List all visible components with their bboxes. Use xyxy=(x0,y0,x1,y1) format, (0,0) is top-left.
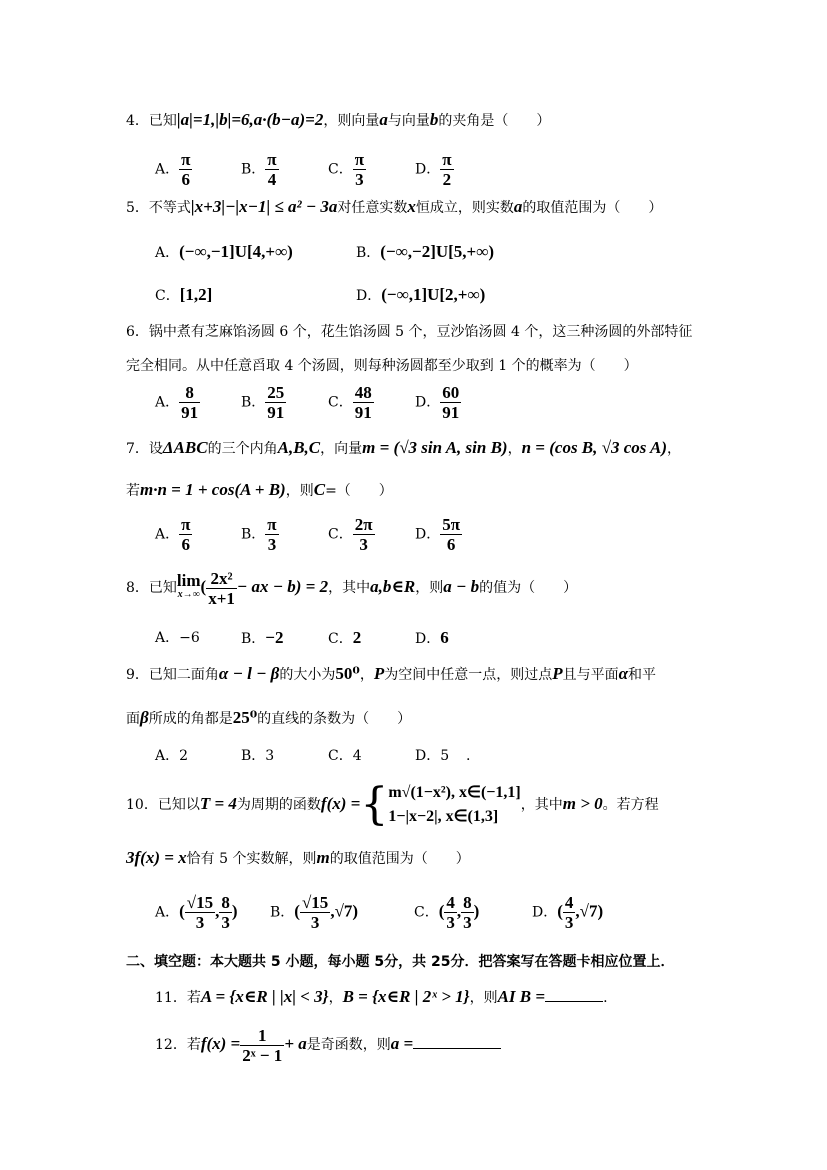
q8-stem: 8．已知 lim x→∞ ( $\frac{\text{2x²}}{x+1}$ − ax − b) = 2，其中a,b∈R，则a − b的值为（ ） xyxy=(126,568,578,608)
q5-stem: 5．不等式|x+3|−|x−1| ≤ a² − 3a对任意实数x恒成立，则实数a的取值范围为（ ） xyxy=(126,197,663,216)
q5-option-c: C．[1,2] xyxy=(155,285,213,304)
q5-expr: |x+3|−|x−1| ≤ a² − 3a xyxy=(190,197,338,216)
q11-stem: 11．若A = {x∈R | |x| < 3}，B = {x∈R | 2ˣ > 1}，则AI B = . xyxy=(155,987,608,1006)
q7-option-b: B． $\frac{\pi}{3}$ xyxy=(241,515,277,554)
q6-option-b: B． $\frac{25}{91}$ xyxy=(241,383,285,422)
q9-option-c: C．4 xyxy=(328,748,362,764)
q4-option-b: B． $\frac{\pi}{4}$ xyxy=(241,150,277,189)
q5-option-a: A．(−∞,−1]U[4,+∞) xyxy=(155,242,293,261)
q9-stem-line1: 9．已知二面角α − l − β的大小为50⁰，P为空间中任意一点，则过点P且与平面α和平 xyxy=(126,664,657,683)
q9-option-d: D．5 xyxy=(415,748,450,764)
q8-option-b: B．−2 xyxy=(241,628,284,647)
q4-stem: 4．已知|a|=1,|b|=6,a·(b−a)=2，则向量a与向量b的夹角是（ ） xyxy=(126,110,551,129)
q10-stem-line2: 3f(x) = x恰有 5 个实数解，则m的取值范围为（ ） xyxy=(126,848,470,867)
q10-option-c: C．( $\frac{4}{3}$ , $\frac{8}{3}$ ) xyxy=(414,893,480,932)
q4-expr: |a|=1,|b|=6,a·(b−a)=2 xyxy=(176,110,324,129)
q5-option-d: D．(−∞,1]U[2,+∞) xyxy=(356,285,486,304)
q6-option-c: C． $\frac{48}{91}$ xyxy=(328,383,372,422)
q6-line1: 6．锅中煮有芝麻馅汤圆 6 个，花生馅汤圆 5 个，豆沙馅汤圆 4 个，这三种汤圆的外部特征 xyxy=(126,324,693,340)
q10-option-d: D．( $\frac{4}{3}$ ,√7) xyxy=(532,893,604,932)
q7-option-d: D． $\frac{5\pi}{6}$ xyxy=(415,515,461,554)
q10-option-b: B．( $\frac{√15}{3}$ ,√7) xyxy=(270,893,359,932)
q9-stem-line2: 面β所成的角都是25⁰的直线的条数为（ ） xyxy=(126,708,412,727)
q7-option-a: A． $\frac{\pi}{6}$ xyxy=(155,515,191,554)
q11-answer-blank[interactable] xyxy=(545,987,603,1002)
q9-option-b: B．3 xyxy=(241,748,275,764)
q4-option-a: A． $\frac{\pi}{6}$ xyxy=(155,150,191,189)
q4-option-d: D． $\frac{\pi}{2}$ xyxy=(415,150,452,189)
q6-line2: 完全相同。从中任意舀取 4 个汤圆，则每种汤圆都至少取到 1 个的概率为（ ） xyxy=(126,358,638,374)
q12-stem: 12．若f(x) = $\frac{1}{\text{2ˣ − 1}}$ + a是奇函数，则a = xyxy=(155,1024,501,1065)
q6-option-d: D． $\frac{60}{91}$ xyxy=(415,383,460,422)
q10-cases: m√(1−x²), x∈(−1,1] 1−|x−2|, x∈(1,3] xyxy=(388,784,521,825)
q10-option-a: A．( $\frac{√15}{3}$ , $\frac{8}{3}$ ) xyxy=(155,893,238,932)
q8-option-c: C．2 xyxy=(328,628,362,647)
q8-option-d: D．6 xyxy=(415,628,449,647)
q12-answer-blank[interactable] xyxy=(413,1034,501,1049)
q10-stem-line1: 10．已知以T = 4为周期的函数f(x) ={ m√(1−x²), x∈(−1,1] 1−|x−2|, x∈(1,3] ，其中m > 0。若方程 xyxy=(126,779,659,830)
q7-stem-line1: 7．设ΔABC的三个内角A,B,C，向量m = (√3 sin A, sin B)，n = (cos B, √3 cos A)， xyxy=(126,438,682,457)
q9-stray-dot: . xyxy=(466,748,471,764)
q8-option-a: A．−6 xyxy=(155,630,200,646)
q10-brace: { xyxy=(360,779,389,830)
q4-option-c: C． $\frac{\pi}{3}$ xyxy=(328,150,365,189)
q7-stem-line2: 若m·n = 1 + cos(A + B)，则C=（ ） xyxy=(126,480,393,499)
q5-option-b: B．(−∞,−2]U[5,+∞) xyxy=(356,242,495,261)
q7-option-c: C． $\frac{2\pi}{3}$ xyxy=(328,515,373,554)
q9-option-a: A．2 xyxy=(155,748,189,764)
section-2-title: 二、填空题：本大题共 5 小题，每小题 5分，共 25分．把答案写在答题卡相应位置上． xyxy=(126,954,675,970)
q6-option-a: A． $\frac{8}{91}$ xyxy=(155,383,199,422)
